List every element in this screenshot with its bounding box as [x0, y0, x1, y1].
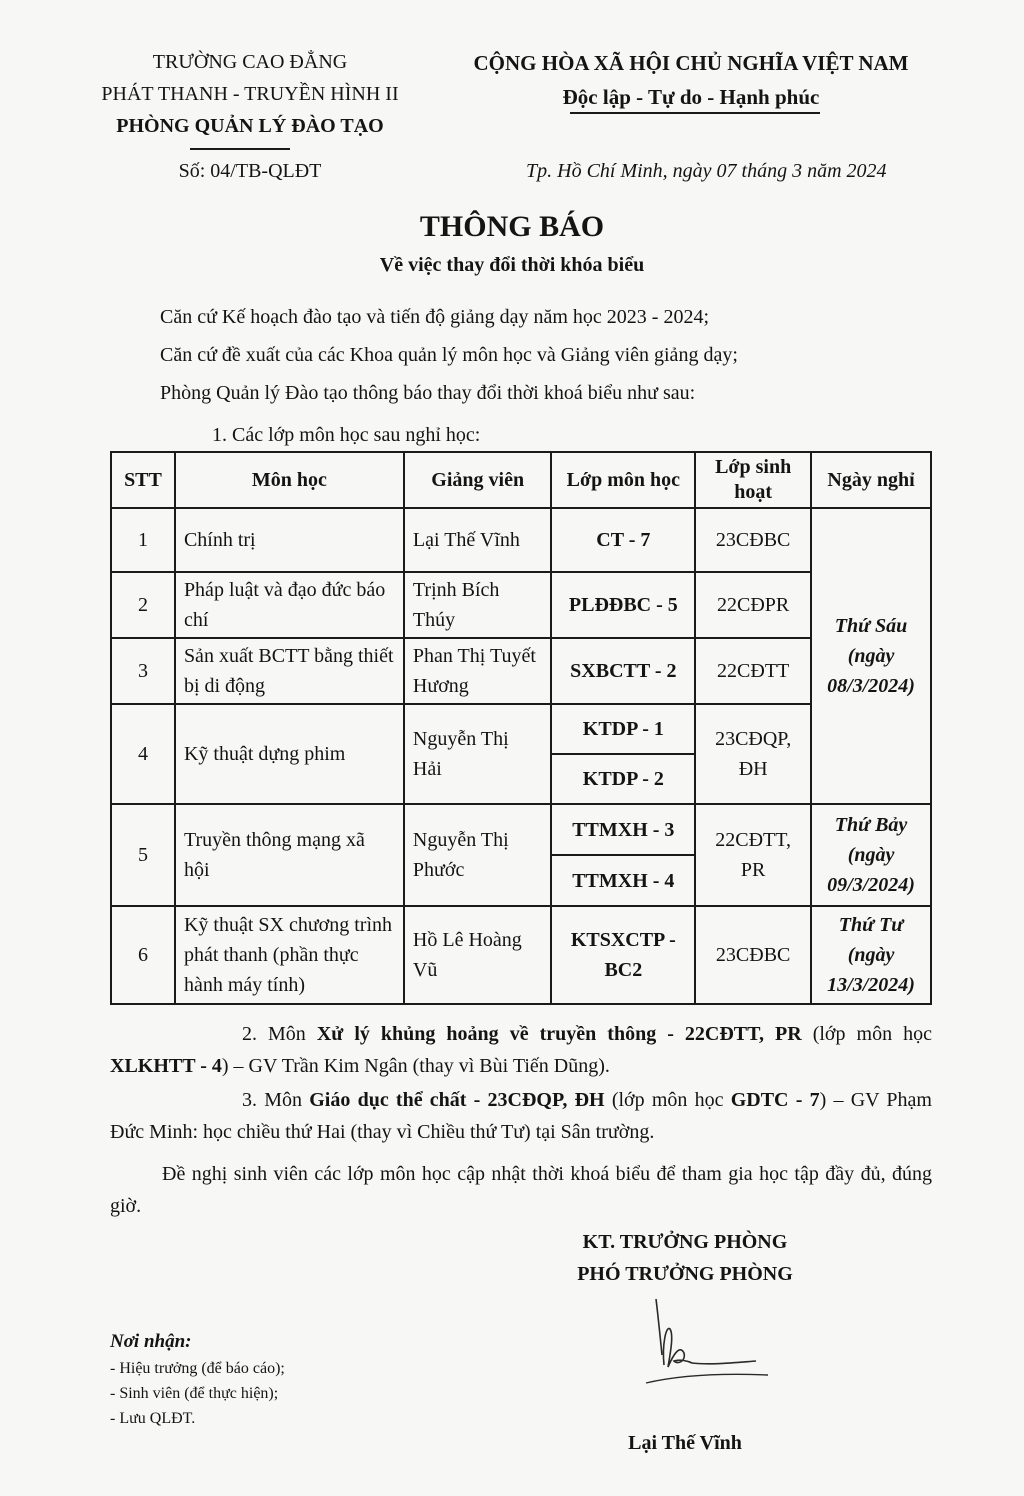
handwritten-signature — [640, 1295, 770, 1385]
item-3-mid: (lớp môn học — [604, 1089, 731, 1111]
recipient-item: - Lưu QLĐT. — [110, 1410, 196, 1427]
cell-stt: 5 — [111, 804, 175, 906]
cell-lecturer: Hồ Lê Hoàng Vũ — [404, 906, 552, 1004]
cell-homeroom: 23CĐQP, ĐH — [695, 704, 811, 804]
cell-class-code: KTDP - 2 — [551, 754, 695, 804]
org-underline — [190, 148, 290, 150]
cell-lecturer: Nguyễn Thị Hải — [404, 704, 552, 804]
table-row — [111, 638, 931, 704]
item-2-code: XLKHTT - 4 — [110, 1055, 222, 1077]
off-day-weekday: Thứ Bảy — [834, 814, 908, 836]
cell-stt: 1 — [111, 508, 175, 572]
cell-class-code: TTMXH - 3 — [551, 804, 695, 855]
table-row — [111, 804, 931, 855]
item-2-suffix: ) – GV Trần Kim Ngân (thay vì Bùi Tiến Dũng). — [221, 1055, 610, 1077]
cell-homeroom: 22CĐTT, PR — [695, 804, 811, 906]
preamble-line: Phòng Quản lý Đào tạo thông báo thay đổi thời khoá biểu như sau: — [160, 382, 696, 404]
col-header-stt: STT — [111, 452, 175, 508]
org-line-1: TRƯỜNG CAO ĐẲNG — [152, 51, 348, 73]
cell-off-day — [811, 508, 931, 804]
recipients-label: Nơi nhận: — [110, 1331, 192, 1352]
cell-homeroom: 22CĐPR — [695, 572, 811, 638]
cell-stt: 4 — [111, 704, 175, 804]
closing — [110, 1158, 932, 1222]
table-row — [111, 508, 931, 572]
org-line-2: PHÁT THANH - TRUYỀN HÌNH II — [101, 83, 399, 105]
signature-title — [520, 1226, 850, 1290]
cell-off-day — [811, 804, 931, 906]
cell-off-day — [811, 906, 931, 1004]
cell-lecturer: Trịnh Bích Thúy — [404, 572, 552, 638]
col-header-lecturer: Giảng viên — [404, 452, 552, 508]
recipients — [110, 1328, 440, 1431]
cell-class-code: PLĐĐBC - 5 — [551, 572, 695, 638]
doc-subtitle: Về việc thay đổi thời khóa biểu — [379, 254, 645, 276]
item-2 — [110, 1018, 932, 1082]
cell-stt: 6 — [111, 906, 175, 1004]
signer-name: Lại Thế Vĩnh — [628, 1432, 742, 1454]
org-line-3: PHÒNG QUẢN LÝ ĐÀO TẠO — [116, 115, 384, 137]
cell-lecturer: Phan Thị Tuyết Hương — [404, 638, 552, 704]
preamble-line: Căn cứ Kế hoạch đào tạo và tiến độ giảng dạy năm học 2023 - 2024; — [160, 306, 710, 328]
cell-homeroom: 23CĐBC — [695, 906, 811, 1004]
preamble — [160, 298, 940, 412]
cell-class-code: KTSXCTP - BC2 — [551, 906, 695, 1004]
recipient-item: - Hiệu trưởng (để báo cáo); — [110, 1360, 285, 1377]
nation-line-1: CỘNG HÒA XÃ HỘI CHỦ NGHĨA VIỆT NAM — [473, 51, 909, 75]
cell-lecturer: Lại Thế Vĩnh — [404, 508, 552, 572]
off-day-weekday: Thứ Tư — [838, 914, 904, 936]
col-header-off-day: Ngày nghỉ — [811, 452, 931, 508]
col-header-homeroom: Lớp sinh hoạt — [695, 452, 811, 508]
place-date: Tp. Hồ Chí Minh, ngày 07 tháng 3 năm 2024 — [526, 160, 887, 182]
cell-subject: Kỹ thuật SX chương trình phát thanh (phần thực hành máy tính) — [175, 906, 404, 1004]
item-3 — [110, 1084, 932, 1148]
table-row — [111, 906, 931, 1004]
item-2-prefix: 2. Môn — [242, 1023, 317, 1045]
cell-subject: Truyền thông mạng xã hội — [175, 804, 404, 906]
cell-homeroom: 23CĐBC — [695, 508, 811, 572]
closing-text: Đề nghị sinh viên các lớp môn học cập nhật thời khoá biểu để tham gia học tập đầy đủ, đúng giờ. — [110, 1163, 932, 1217]
off-day-date: (ngày 09/3/2024) — [827, 844, 915, 896]
item-2-mid: (lớp môn học — [801, 1023, 932, 1045]
cell-subject: Sản xuất BCTT bằng thiết bị di động — [175, 638, 404, 704]
doc-title: THÔNG BÁO — [419, 210, 605, 243]
cell-class-code: TTMXH - 4 — [551, 855, 695, 906]
motto-underline — [570, 112, 820, 114]
cell-class-code: SXBCTT - 2 — [551, 638, 695, 704]
nation-block — [446, 46, 936, 114]
cell-stt: 2 — [111, 572, 175, 638]
cell-subject: Kỹ thuật dựng phim — [175, 704, 404, 804]
org-block — [100, 46, 400, 142]
cell-class-code: CT - 7 — [551, 508, 695, 572]
signature-line-2: PHÓ TRƯỞNG PHÒNG — [577, 1263, 793, 1285]
item-2-subject: Xử lý khủng hoảng về truyền thông - 22CĐTT, PR — [316, 1023, 802, 1045]
table-row — [111, 704, 931, 754]
doc-number: Số: 04/TB-QLĐT — [178, 160, 322, 182]
nation-motto: Độc lập - Tự do - Hạnh phúc — [562, 85, 820, 109]
table-row — [111, 572, 931, 638]
cell-subject: Pháp luật và đạo đức báo chí — [175, 572, 404, 638]
item-3-subject: Giáo dục thể chất - 23CĐQP, ĐH — [309, 1089, 605, 1111]
item-3-prefix: 3. Môn — [242, 1089, 310, 1111]
section-1-label: 1. Các lớp môn học sau nghỉ học: — [212, 424, 481, 446]
off-day-date: (ngày 13/3/2024) — [827, 944, 915, 996]
preamble-line: Căn cứ đề xuất của các Khoa quản lý môn học và Giảng viên giảng dạy; — [160, 344, 738, 366]
recipients-list — [110, 1356, 440, 1431]
cell-homeroom: 22CĐTT — [695, 638, 811, 704]
item-3-code: GDTC - 7 — [730, 1089, 820, 1111]
signature-line-1: KT. TRƯỞNG PHÒNG — [582, 1231, 788, 1253]
item-3-suffix: ) – GV Phạm Đức Minh: học chiều thứ Hai (thay vì Chiều thứ Tư) tại Sân trường. — [110, 1089, 932, 1143]
schedule-table — [110, 451, 932, 1005]
col-header-subject: Môn học — [175, 452, 404, 508]
cell-subject: Chính trị — [175, 508, 404, 572]
off-day-weekday: Thứ Sáu — [834, 615, 908, 637]
col-header-class-code: Lớp môn học — [551, 452, 695, 508]
cell-class-code: KTDP - 1 — [551, 704, 695, 754]
recipient-item: - Sinh viên (để thực hiện); — [110, 1385, 279, 1402]
cell-stt: 3 — [111, 638, 175, 704]
table-header-row — [111, 452, 931, 508]
off-day-date: (ngày 08/3/2024) — [827, 645, 915, 697]
cell-lecturer: Nguyễn Thị Phước — [404, 804, 552, 906]
